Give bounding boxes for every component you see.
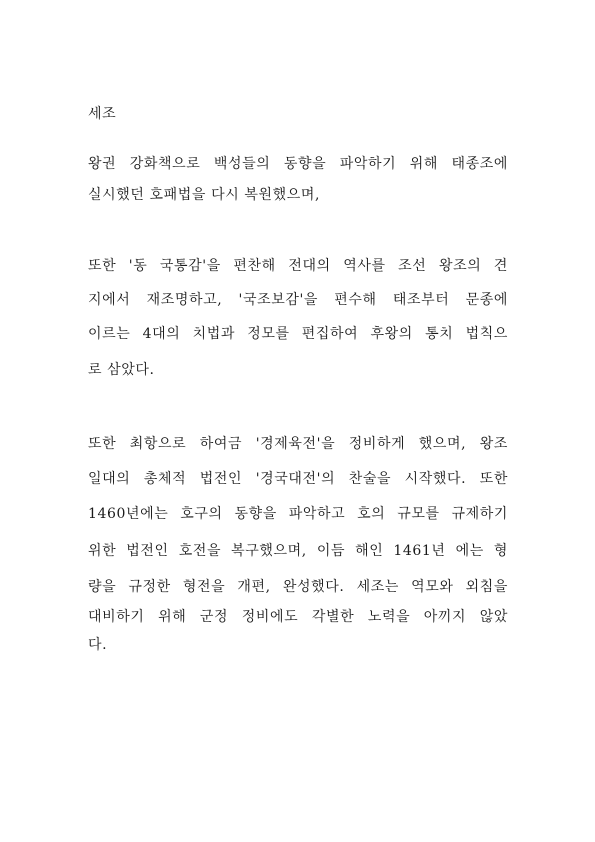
paragraph-line: 로 삼았다. bbox=[88, 362, 155, 378]
paragraph-line: 1460년에는 호구의 동향을 파악하고 호의 규모를 규제하기 bbox=[88, 506, 508, 522]
paragraph-line: 대비하기 위해 군정 정비에도 각별한 노력을 아끼지 않았 bbox=[88, 609, 508, 625]
paragraph-line: 다. bbox=[88, 637, 108, 653]
paragraph-line: 지에서 재조명하고, '국조보감'을 편수해 태조부터 문종에 bbox=[88, 292, 508, 308]
paragraph-line: 왕권 강화책으로 백성들의 동향을 파악하기 위해 태종조에 bbox=[88, 156, 508, 172]
paragraph-line: 또한 '동 국통감'을 편찬해 전대의 역사를 조선 왕조의 견 bbox=[88, 258, 508, 274]
document-title: 세조 bbox=[88, 106, 117, 122]
paragraph-line: 또한 최항으로 하여금 '경제육전'을 정비하게 했으며, 왕조 bbox=[88, 436, 508, 452]
paragraph-line: 실시했던 호패법을 다시 복원했으며, bbox=[88, 187, 321, 203]
paragraph-line: 일대의 총체적 법전인 '경국대전'의 찬술을 시작했다. 또한 bbox=[88, 471, 508, 487]
paragraph-line: 량을 규정한 형전을 개편, 완성했다. 세조는 역모와 외침을 bbox=[88, 579, 508, 595]
paragraph-line: 위한 법전인 호전을 복구했으며, 이듬 해인 1461년 에는 형 bbox=[88, 543, 508, 559]
paragraph-line: 이르는 4대의 치법과 정모를 편집하여 후왕의 통치 법칙으 bbox=[88, 326, 508, 342]
